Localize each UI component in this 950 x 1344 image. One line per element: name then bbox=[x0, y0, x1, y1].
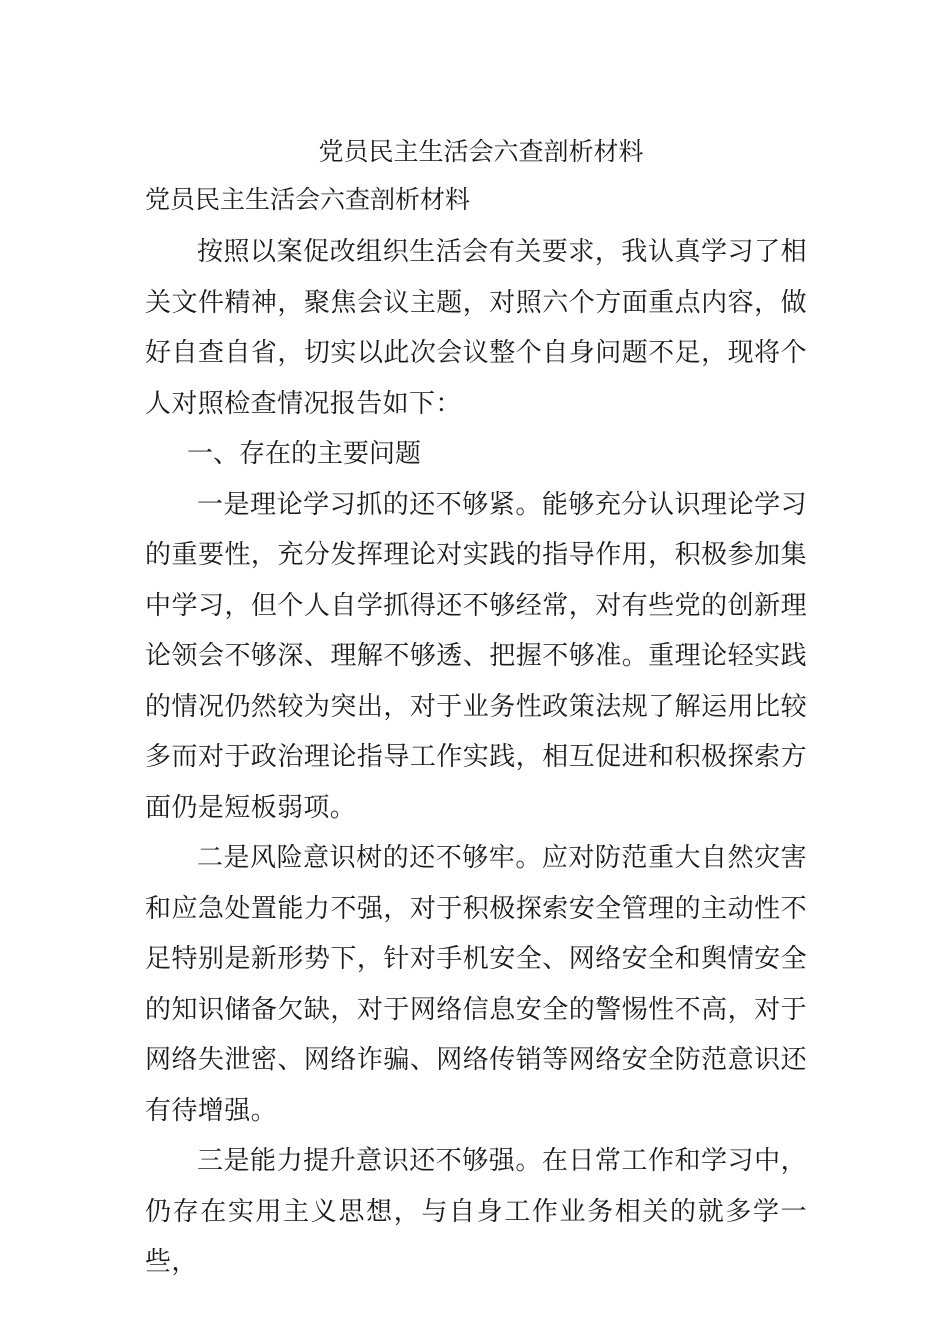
document-page bbox=[145, 128, 807, 1288]
document-subtitle: 党员民主生活会六查剖析材料 bbox=[145, 185, 471, 214]
section-heading: 一、存在的主要问题 bbox=[187, 439, 422, 469]
body-paragraph: 二是风险意识树的还不够牢。应对防范重大自然灾害和应急处置能力不强，对于积极探索安全管理的主动性不足特别是新形势下，针对手机安全、网络安全和舆情安全的知识储备欠缺，对于网络信息安全的警惕性不高，对于网络失泄密、网络诈骗、网络传销等网络安全防范意识还有待增强。 bbox=[145, 843, 807, 1126]
intro-paragraph: 按照以案促改组织生活会有关要求，我认真学习了相关文件精神，聚焦会议主题，对照六个方面重点内容，做好自查自省，切实以此次会议整个自身问题不足，现将个人对照检查情况报告如下： bbox=[145, 237, 807, 419]
document-title: 党员民主生活会六查剖析材料 bbox=[318, 137, 644, 166]
body-paragraph: 三是能力提升意识还不够强。在日常工作和学习中，仍存在实用主义思想，与自身工作业务相关的就多学一些， bbox=[145, 1146, 807, 1277]
body-paragraph: 一是理论学习抓的还不够紧。能够充分认识理论学习的重要性，充分发挥理论对实践的指导作用，积极参加集中学习，但个人自学抓得还不够经常，对有些党的创新理论领会不够深、理解不够透、把握不够准。重理论轻实践的情况仍然较为突出，对于业务性政策法规了解运用比较多而对于政治理论指导工作实践，相互促进和积极探索方面仍是短板弱项。 bbox=[145, 489, 807, 823]
